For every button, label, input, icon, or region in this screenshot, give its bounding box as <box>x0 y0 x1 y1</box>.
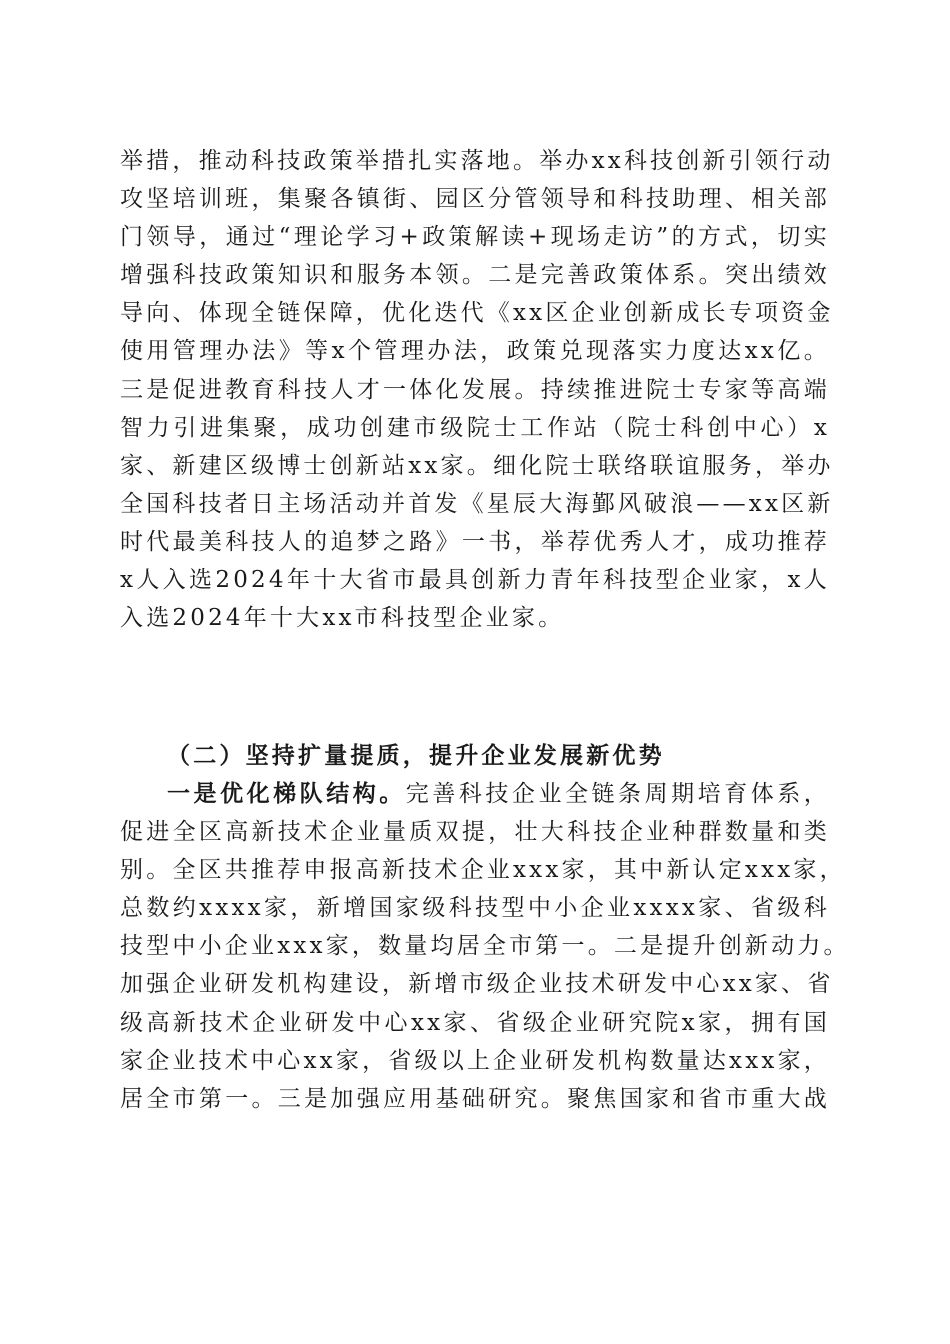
text-line: 三是促进教育科技人才一体化发展。持续推进院士专家等高端 <box>120 376 830 403</box>
text-line-rest: 完善科技企业全链条周期培育体系， <box>405 781 830 807</box>
text-line: 总数约xxxx家，新增国家级科技型中小企业xxxx家、省级科 <box>120 895 830 922</box>
text-line: 别。全区共推荐申报高新技术企业xxx家，其中新认定xxx家， <box>120 857 846 884</box>
paragraph-enterprise-growth <box>120 775 850 1118</box>
lead-bold-phrase: 一是优化梯队结构。 <box>167 780 406 807</box>
text-line: 促进全区高新技术企业量质双提，壮大科技企业种群数量和类 <box>120 819 830 846</box>
paragraph-policy-talent <box>120 142 834 637</box>
text-line: 家、新建区级博士创新站xx家。细化院士联络联谊服务，举办 <box>120 452 834 479</box>
text-line: 使用管理办法》等x个管理办法，政策兑现落实力度达xx亿。 <box>120 338 830 365</box>
text-line: 加强企业研发机构建设，新增市级企业技术研发中心xx家、省 <box>120 971 834 998</box>
text-line: 时代最美科技人的追梦之路》一书，举荐优秀人才，成功推荐 <box>120 528 830 555</box>
text-line: 技型中小企业xxx家，数量均居全市第一。二是提升创新动力。 <box>120 933 850 960</box>
text-line: x人入选2024年十大省市最具创新力青年科技型企业家，x人 <box>120 567 830 594</box>
text-line: 门领导，通过“理论学习+政策解读+现场走访”的方式，切实 <box>120 224 830 251</box>
section-heading-block <box>120 737 830 775</box>
text-line: 居全市第一。三是加强应用基础研究。聚焦国家和省市重大战 <box>120 1085 830 1112</box>
section-heading: （二）坚持扩量提质，提升企业发展新优势 <box>167 742 665 769</box>
text-line: 全国科技者日主场活动并首发《星辰大海鄞风破浪——xx区新 <box>120 490 834 517</box>
text-line: 级高新技术企业研发中心xx家、省级企业研究院x家，拥有国 <box>120 1009 830 1036</box>
text-line: 智力引进集聚，成功创建市级院士工作站（院士科创中心）x <box>120 414 830 441</box>
text-line: 举措，推动科技政策举措扎实落地。举办xx科技创新引领行动 <box>120 148 834 174</box>
text-line: 增强科技政策知识和服务本领。二是完善政策体系。突出绩效 <box>120 262 830 289</box>
text-line: 家企业技术中心xx家，省级以上企业研发机构数量达xxx家， <box>120 1047 830 1074</box>
text-line: 入选2024年十大xx市科技型企业家。 <box>120 605 565 632</box>
text-line-first <box>120 775 830 813</box>
text-line: 导向、体现全链保障，优化迭代《xx区企业创新成长专项资金 <box>120 300 834 327</box>
text-line: 攻坚培训班，集聚各镇街、园区分管领导和科技助理、相关部 <box>120 186 830 213</box>
